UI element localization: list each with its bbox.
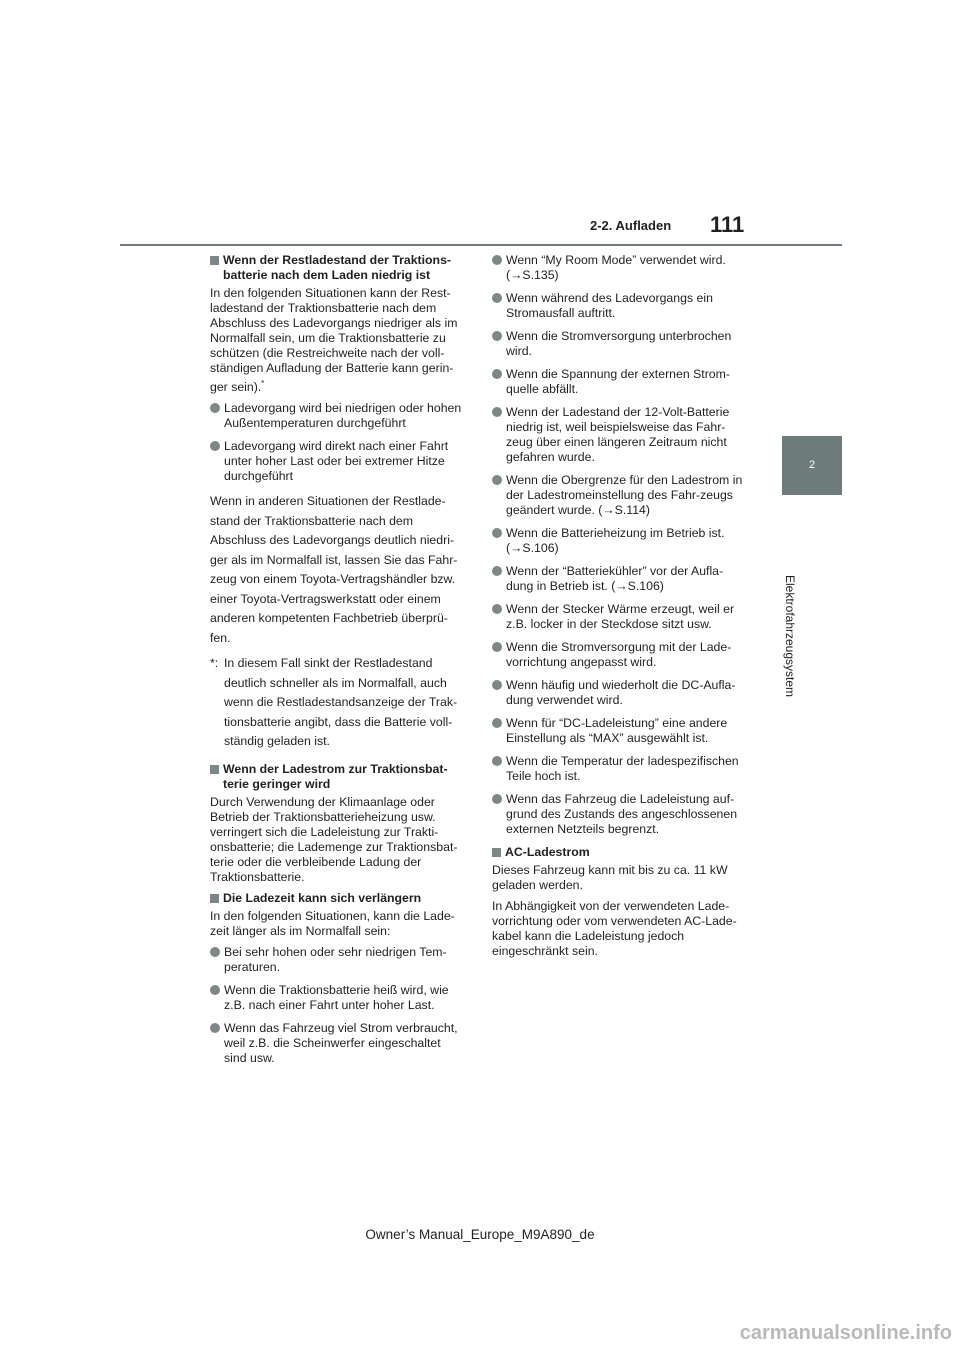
heading-ac-charging: AC-Ladestrom <box>492 845 748 860</box>
bullet-icon <box>492 680 502 690</box>
list-item: Wenn die Spannung der externen Strom-quelle abfällt. <box>492 367 748 397</box>
bullet-icon <box>492 642 502 652</box>
bullet-icon <box>492 528 502 538</box>
list-item: Wenn der “Batteriekühler” vor der Aufla-dung in Betrieb ist. (→S.106) <box>492 564 748 594</box>
square-bullet-icon <box>210 894 219 903</box>
footer-doc-id: Owner’s Manual_Europe_M9A890_de <box>365 1227 595 1242</box>
heading-charge-time: Die Ladezeit kann sich verlängern <box>210 891 466 906</box>
paragraph: In den folgenden Situationen kann der Rest-ladestand der Traktionsbatterie nach dem Abschluss des Ladevorgangs niedriger als im Normalfall sein, um die Traktionsbatterie zu schützen (die Restreichweite nach der voll-ständigen Aufladung der Batterie kann gerin-ger sein).* <box>210 286 458 395</box>
square-bullet-icon <box>492 848 501 857</box>
list-item: Wenn während des Ladevorgangs ein Stromausfall auftritt. <box>492 291 748 321</box>
paragraph: Dieses Fahrzeug kann mit bis zu ca. 11 kW geladen werden. <box>492 863 728 892</box>
paragraph: Wenn in anderen Situationen der Restlade-stand der Traktionsbatterie nach dem Abschluss des Ladevorgangs deutlich niedri-ger als im Normalfall ist, lassen Sie das Fahr-zeug von einem Toyota-Vertragshändler bzw. einer Toyota-Vertragswerkstatt oder einem anderen kompetenten Fachbetrieb überprü-fen. <box>210 494 458 645</box>
heading-low-charge: Wenn der Restladestand der Traktions-batterie nach dem Laden niedrig ist <box>210 253 466 283</box>
bullet-icon <box>210 947 220 957</box>
heading-charge-current: Wenn der Ladestrom zur Traktionsbat-terie geringer wird <box>210 762 466 792</box>
bullet-icon <box>492 293 502 303</box>
watermark: carmanualsonline.info <box>739 1322 952 1344</box>
chapter-tab <box>782 436 842 495</box>
list-item: Wenn häufig und wiederholt die DC-Aufla-dung verwendet wird. <box>492 678 748 708</box>
list-item: Wenn für “DC-Ladeleistung” eine andere Einstellung als “MAX” ausgewählt ist. <box>492 716 748 746</box>
right-column <box>492 253 748 965</box>
bullet-icon <box>210 403 220 413</box>
chapter-title: Elektrofahrzeugsystem <box>783 574 797 698</box>
list-item: Wenn die Traktionsbatterie heiß wird, wie z.B. nach einer Fahrt unter hoher Last. <box>210 983 466 1013</box>
bullet-icon <box>492 718 502 728</box>
square-bullet-icon <box>210 765 219 774</box>
list-item: Wenn die Batterieheizung im Betrieb ist. (→S.106) <box>492 526 748 556</box>
header-rule <box>120 244 842 246</box>
bullet-icon <box>210 1023 220 1033</box>
left-column <box>210 253 466 1074</box>
bullet-icon <box>210 985 220 995</box>
bullet-icon <box>492 794 502 804</box>
list-item: Wenn die Obergrenze für den Ladestrom in der Ladestromeinstellung des Fahr-zeugs geändert wurde. (→S.114) <box>492 473 748 518</box>
bullet-icon <box>210 441 220 451</box>
list-item: Wenn die Stromversorgung unterbrochen wird. <box>492 329 748 359</box>
paragraph: In den folgenden Situationen, kann die Lade-zeit länger als im Normalfall sein: <box>210 908 455 938</box>
list-item: Ladevorgang wird direkt nach einer Fahrt unter hoher Last oder bei extremer Hitze durchgeführt <box>210 439 466 484</box>
bullet-icon <box>492 255 502 265</box>
bullet-list <box>492 253 748 837</box>
bullet-icon <box>492 475 502 485</box>
paragraph: Durch Verwendung der Klimaanlage oder Betrieb der Traktionsbatterieheizung usw. verringert sich die Ladeleistung zur Trakti-onsbatterie; die Lademenge zur Traktionsbat-terie oder die verbleibende Ladung der Traktionsbatterie. <box>210 794 458 884</box>
list-item: Ladevorgang wird bei niedrigen oder hohen Außentemperaturen durchgeführt <box>210 401 466 431</box>
list-item: Wenn das Fahrzeug viel Strom verbraucht, weil z.B. die Scheinwerfer eingeschaltet sind usw. <box>210 1021 466 1066</box>
list-item: Wenn das Fahrzeug die Ladeleistung auf-grund des Zustands des angeschlossenen externen Netzteils begrenzt. <box>492 792 748 837</box>
square-bullet-icon <box>210 256 219 265</box>
paragraph: In Abhängigkeit von der verwendeten Lade-vorrichtung oder vom verwendeten AC-Lade-kabel kann die Ladeleistung jedoch eingeschränkt sein. <box>492 899 737 958</box>
bullet-icon <box>492 566 502 576</box>
chapter-number: 2 <box>808 459 816 471</box>
bullet-icon <box>492 604 502 614</box>
list-item: Wenn der Stecker Wärme erzeugt, weil er z.B. locker in der Steckdose sitzt usw. <box>492 602 748 632</box>
bullet-icon <box>492 407 502 417</box>
bullet-icon <box>492 756 502 766</box>
footnote: *: In diesem Fall sinkt der Restladestand deutlich schneller als im Normalfall, auch wenn die Restladestandsanzeige der Trak-tionsbatterie angibt, dass die Batterie voll-ständig geladen ist. <box>210 656 458 749</box>
bullet-icon <box>492 369 502 379</box>
footnote-marker: * <box>261 379 265 388</box>
page-number: 111 <box>710 212 745 237</box>
list-item: Wenn die Temperatur der ladespezifischen Teile hoch ist. <box>492 754 748 784</box>
list-item: Bei sehr hohen oder sehr niedrigen Tem-peraturen. <box>210 945 466 975</box>
bullet-icon <box>492 331 502 341</box>
list-item: Wenn “My Room Mode” verwendet wird. (→S.135) <box>492 253 748 283</box>
section-title: 2-2. Aufladen <box>590 218 672 233</box>
list-item: Wenn die Stromversorgung mit der Lade-vorrichtung angepasst wird. <box>492 640 748 670</box>
list-item: Wenn der Ladestand der 12-Volt-Batterie niedrig ist, weil beispielsweise das Fahr-zeug über einen längeren Zeitraum nicht gefahren wurde. <box>492 405 748 465</box>
footnote-mark: *: <box>210 656 219 671</box>
